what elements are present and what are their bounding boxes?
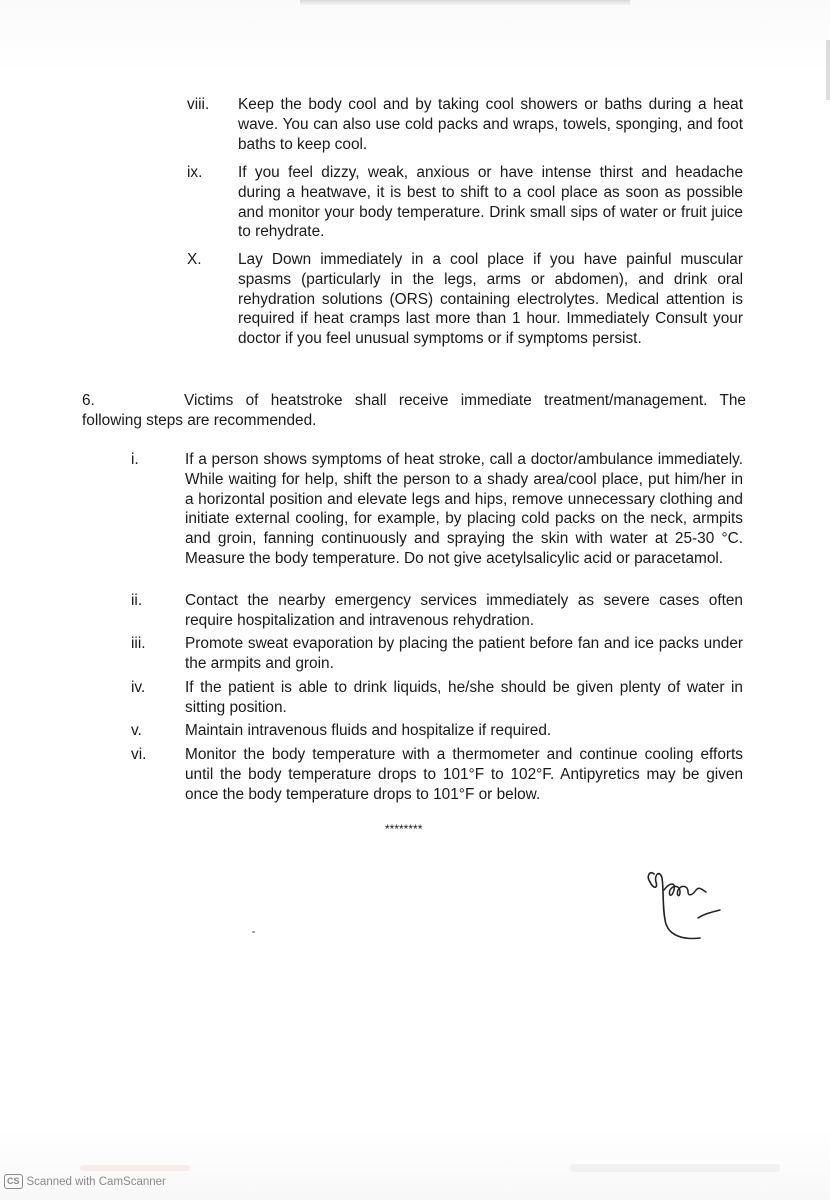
paragraph-6: [82, 391, 746, 431]
end-of-section-marker: ********: [385, 822, 423, 836]
list-item-number: i.: [131, 451, 139, 468]
list-item-text: Promote sweat evaporation by placing the patient before fan and ice packs under the armpits and groin.: [185, 635, 743, 672]
watermark-text: Scanned with CamScanner: [26, 1175, 166, 1188]
list-item-ii: [131, 591, 747, 631]
list-item-number: vi.: [131, 746, 147, 763]
list-item-iii: [131, 634, 747, 674]
list-item-text: Monitor the body temperature with a thermometer and continue cooling efforts until the body temperature drops to 101°F to 102°F. Antipyretics may be given once the body temperature drops to 101°F or below.: [185, 746, 743, 803]
camscanner-icon: CS: [4, 1174, 23, 1189]
list-item-text: If the patient is able to drink liquids, he/she should be given plenty of water in sitting position.: [185, 679, 743, 716]
list-item-number: viii.: [187, 96, 210, 113]
list-item-number: ix.: [187, 164, 203, 181]
list-item-text: Keep the body cool and by taking cool showers or baths during a heat wave. You can also use cold packs and wraps, towels, sponging, and foot baths to keep cool.: [238, 96, 743, 153]
list-item-vi: [131, 745, 747, 805]
scan-edge-shadow: [300, 0, 630, 6]
list-item-i: [131, 450, 747, 590]
scan-smudge: [570, 1164, 780, 1172]
list-item-number: X.: [187, 251, 202, 268]
camscanner-watermark: [4, 1174, 166, 1189]
list-item-x: [187, 250, 747, 370]
list-item-number: v.: [131, 722, 142, 739]
list-item-text: If you feel dizzy, weak, anxious or have intense thirst and headache during a heatwave, it is best to shift to a cool place as soon as possible and monitor your body temperature. Drink small sips of water or fruit juice to rehydrate.: [238, 164, 743, 241]
paragraph-text: Victims of heatstroke shall receive immediate treatment/management. The following steps are recommended.: [82, 392, 746, 429]
list-item-text: Maintain intravenous fluids and hospitalize if required.: [185, 722, 552, 739]
scan-speck: [252, 931, 255, 933]
list-item-text: Contact the nearby emergency services immediately as severe cases often require hospitalization and intravenous rehydration.: [185, 592, 743, 629]
signature-scribble: [640, 860, 750, 950]
scan-smudge: [80, 1165, 190, 1171]
list-item-number: iii.: [131, 635, 146, 652]
list-item-number: ii.: [131, 592, 143, 609]
list-item-text: If a person shows symptoms of heat stroke, call a doctor/ambulance immediately. While waiting for help, shift the person to a shady area/cool place, put him/her in a horizontal position and elevate legs and hips, remove unnecessary clothing and initiate external cooling, for example, by placing cold packs on the neck, armpits and groin, fanning continuously and spraying the skin with water at 25-30 °C. Measure the body temperature. Do not give acetylsalicylic acid or paracetamol.: [185, 451, 743, 567]
paragraph-number: 6.: [82, 392, 95, 409]
list-item-text: Lay Down immediately in a cool place if you have painful muscular spasms (particularly in the legs, arms or abdomen), and drink oral rehydration solutions (ORS) containing electrolytes. Medical attention is required if heat cramps last more than 1 hour. Immediately Consult your doctor if you feel unusual symptoms or if symptoms persist.: [238, 251, 743, 348]
list-item-v: [131, 721, 747, 741]
list-item-iv: [131, 678, 747, 718]
list-item-number: iv.: [131, 679, 146, 696]
scan-edge-shadow-right: [826, 40, 830, 100]
list-item-ix: [187, 163, 747, 243]
list-item-viii: [187, 95, 747, 155]
